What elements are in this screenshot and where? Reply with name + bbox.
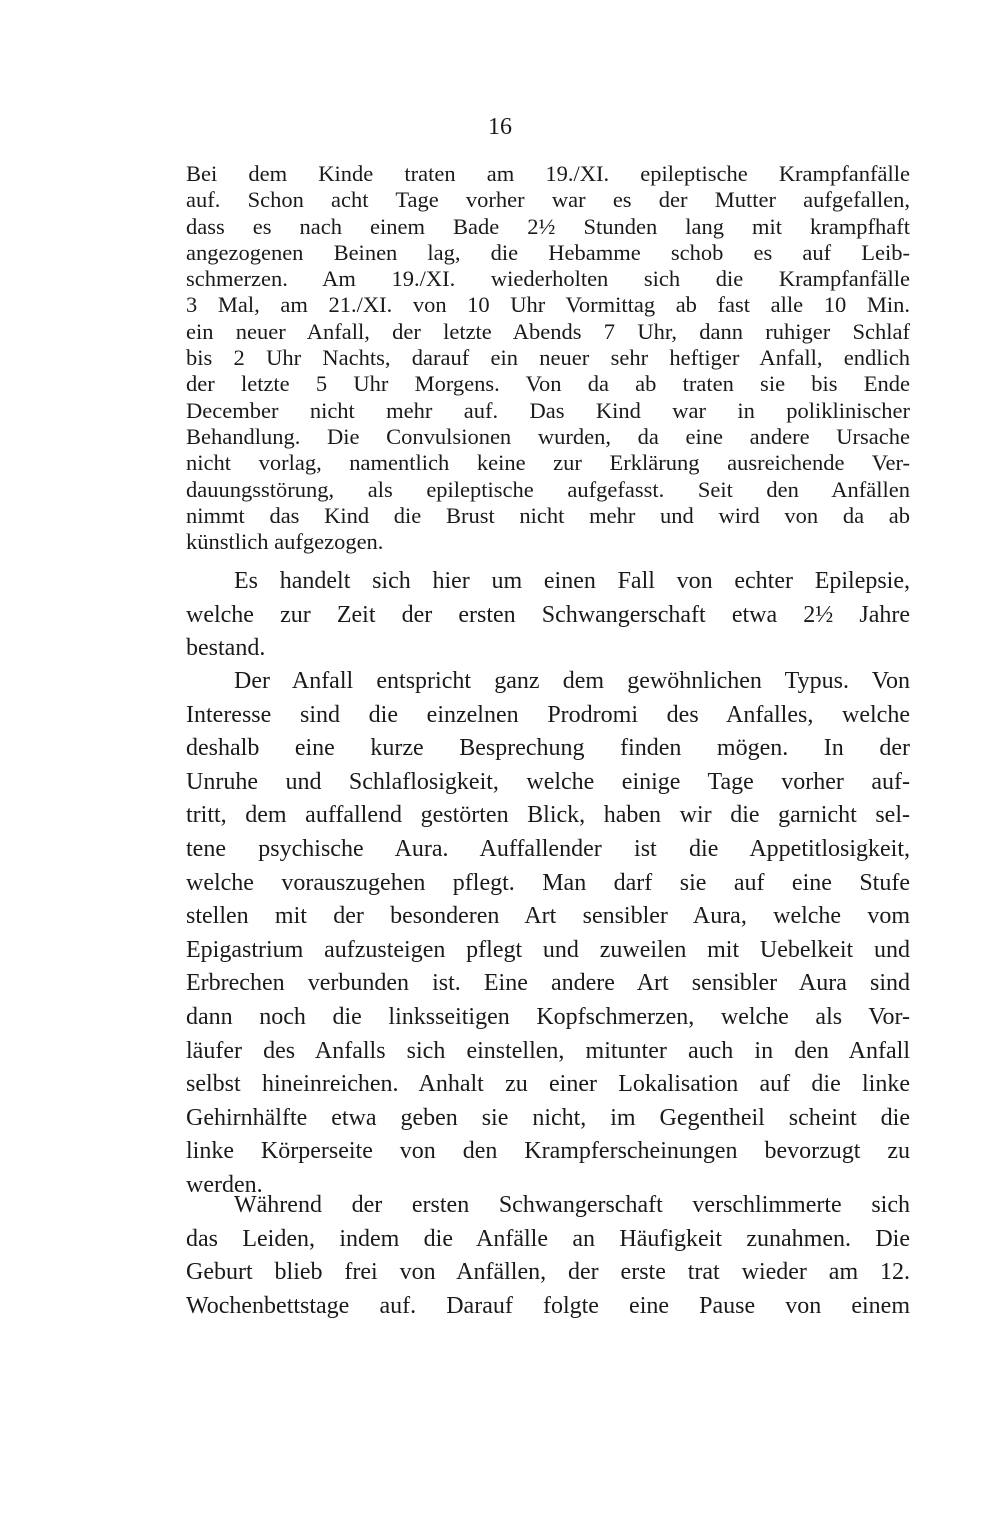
paragraph-3 [186,665,910,1203]
text-line [186,665,910,699]
text-line-content: Es handelt sich hier um einen Fall von echter Epilepsie, [234,568,910,594]
text-line: deshalb eine kurze Besprechung finden mögen. In der [186,735,910,762]
text-line: selbst hineinreichen. Anhalt zu einer Lokalisation auf die linke [186,1071,910,1098]
text-line-content: Während der ersten Schwangerschaft verschlimmerte sich [234,1192,910,1218]
text-line: bis 2 Uhr Nachts, darauf ein neuer sehr heftiger Anfall, endlich [186,345,910,371]
text-line: Erbrechen verbunden ist. Eine andere Art sensibler Aura sind [186,970,910,997]
text-line: dann noch die linksseitigen Kopfschmerzen, welche als Vor- [186,1003,910,1030]
text-line: der letzte 5 Uhr Morgens. Von da ab traten sie bis Ende [186,371,910,397]
text-line: stellen mit der besonderen Art sensibler Aura, welche vom [186,903,910,930]
text-line: läufer des Anfalls sich einstellen, mitunter auch in den Anfall [186,1037,910,1064]
text-line: nicht vorlag, namentlich keine zur Erklärung ausreichende Ver- [186,450,910,476]
paragraph-2 [186,565,910,666]
text-line: werden. [186,1171,263,1198]
text-line: Behandlung. Die Convulsionen wurden, da eine andere Ursache [186,423,910,449]
text-line-content: Der Anfall entspricht ganz dem gewöhnlichen Typus. Von [234,668,910,694]
text-line [186,1189,910,1223]
text-line: welche zur Zeit der ersten Schwangerschaft etwa 2½ Jahre [186,601,910,628]
text-line: Unruhe und Schlaflosigkeit, welche einige Tage vorher auf- [186,768,910,795]
text-line: Wochenbettstage auf. Darauf folgte eine Pause von einem [186,1292,910,1319]
paragraph-4 [186,1189,910,1323]
text-line: dauungsstörung, als epileptische aufgefasst. Seit den Anfällen [186,476,910,502]
text-line: welche vorauszugehen pflegt. Man darf sie auf eine Stufe [186,869,910,896]
text-line: Geburt blieb frei von Anfällen, der erste trat wieder am 12. [186,1259,910,1286]
text-line: 3 Mal, am 21./XI. von 10 Uhr Vormittag ab fast alle 10 Min. [186,292,910,318]
text-line: Gehirnhälfte etwa geben sie nicht, im Gegentheil scheint die [186,1104,910,1131]
text-line: Interesse sind die einzelnen Prodromi des Anfalles, welche [186,701,910,728]
text-line: künstlich aufgezogen. [186,529,384,555]
text-line: auf. Schon acht Tage vorher war es der Mutter aufgefallen, [186,187,910,213]
text-line: December nicht mehr auf. Das Kind war in poliklinischer [186,397,910,423]
text-line [186,565,910,599]
text-line: schmerzen. Am 19./XI. wiederholten sich die Krampfanfälle [186,266,910,292]
text-line: ein neuer Anfall, der letzte Abends 7 Uhr, dann ruhiger Schlaf [186,318,910,344]
text-line: das Leiden, indem die Anfälle an Häufigkeit zunahmen. Die [186,1225,910,1252]
text-line: Epigastrium aufzusteigen pflegt und zuweilen mit Uebelkeit und [186,936,910,963]
text-line: dass es nach einem Bade 2½ Stunden lang mit krampfhaft [186,213,910,239]
paragraph-1 [186,161,910,555]
text-line: angezogenen Beinen lag, die Hebamme schob es auf Leib- [186,239,910,265]
text-line: bestand. [186,635,266,662]
text-line: nimmt das Kind die Brust nicht mehr und wird von da ab [186,502,910,528]
text-line: linke Körperseite von den Krampferscheinungen bevorzugt zu [186,1138,910,1165]
page-number: 16 [488,114,512,140]
text-line: tritt, dem auffallend gestörten Blick, haben wir die garnicht sel- [186,802,910,829]
text-line: tene psychische Aura. Auffallender ist die Appetitlosigkeit, [186,835,910,862]
text-line: Bei dem Kinde traten am 19./XI. epileptische Krampfanfälle [186,161,910,186]
